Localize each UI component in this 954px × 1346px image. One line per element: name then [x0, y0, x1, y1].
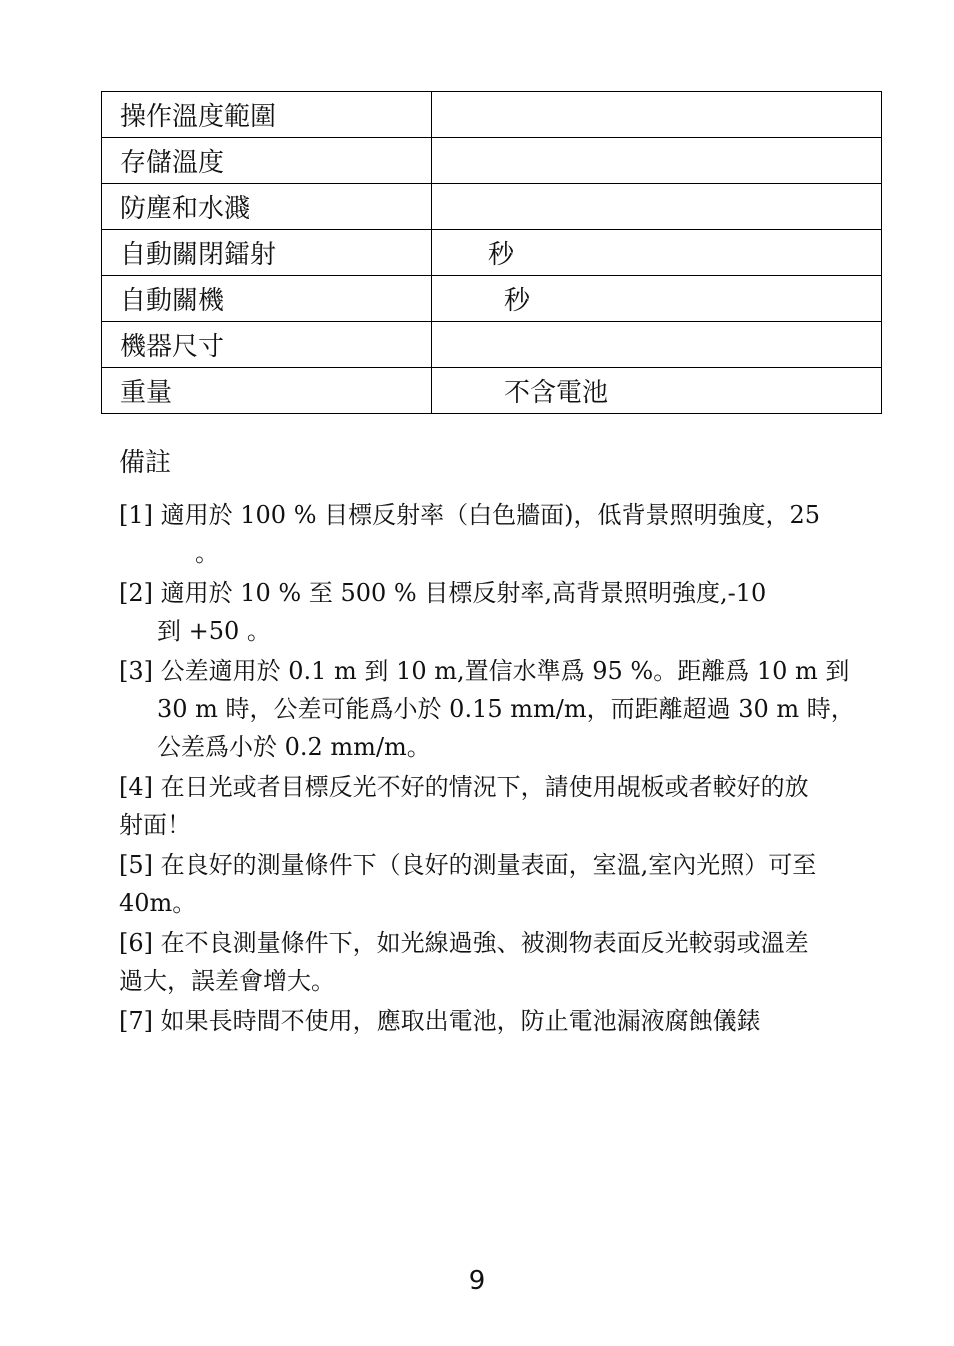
note-line: 30 m 時，公差可能爲小於 0.15 mm/m，而距離超過 30 m 時，	[157, 695, 855, 723]
note-line: 到 +50 。	[157, 617, 271, 645]
table-row	[102, 184, 882, 230]
note-7	[119, 1002, 871, 1040]
spec-value-laser-auto-off: 秒	[432, 230, 882, 276]
table-row	[102, 138, 882, 184]
note-6	[119, 924, 871, 1000]
note-line: [1] 適用於 100 % 目標反射率（白色牆面)，低背景照明強度，25	[119, 501, 821, 529]
spec-label-auto-power-off: 自動關機	[102, 276, 432, 322]
note-line: 射面！	[119, 811, 191, 839]
note-line: [3] 公差適用於 0.1 m 到 10 m,置信水準爲 95 %。距離爲 10 m 到	[119, 657, 850, 685]
table-row	[102, 276, 882, 322]
note-line: [2] 適用於 10 % 至 500 % 目標反射率,高背景照明強度,-10	[119, 579, 767, 607]
note-3	[119, 652, 871, 766]
table-row	[102, 92, 882, 138]
note-4	[119, 768, 871, 844]
spec-value-weight: 不含電池	[432, 368, 882, 414]
note-line: [5] 在良好的測量條件下（良好的測量表面，室溫,室內光照）可至	[119, 851, 817, 879]
table-row	[102, 368, 882, 414]
spec-value-dimensions	[432, 322, 882, 368]
spec-label-dimensions: 機器尺寸	[102, 322, 432, 368]
spec-value-dust-water	[432, 184, 882, 230]
note-line: 。	[195, 539, 219, 567]
page-number: 9	[468, 1266, 486, 1296]
remarks-notes	[119, 496, 871, 1042]
note-line: [7] 如果長時間不使用，應取出電池，防止電池漏液腐蝕儀錶	[119, 1007, 761, 1035]
note-line: 40m。	[119, 889, 197, 917]
note-1	[119, 496, 871, 572]
spec-label-weight: 重量	[102, 368, 432, 414]
remarks-heading: 備註	[119, 448, 172, 478]
spec-value-operating-temperature	[432, 92, 882, 138]
note-line: 公差爲小於 0.2 mm/m。	[157, 733, 431, 761]
note-line: [4] 在日光或者目標反光不好的情況下，請使用覘板或者較好的放	[119, 773, 809, 801]
note-5	[119, 846, 871, 922]
table-row	[102, 322, 882, 368]
note-2	[119, 574, 871, 650]
spec-label-dust-water: 防塵和水濺	[102, 184, 432, 230]
spec-table	[101, 91, 882, 414]
spec-label-laser-auto-off: 自動關閉鐳射	[102, 230, 432, 276]
spec-label-storage-temperature: 存儲溫度	[102, 138, 432, 184]
table-row	[102, 230, 882, 276]
note-line: [6] 在不良測量條件下，如光線過強、被測物表面反光較弱或溫差	[119, 929, 809, 957]
spec-value-storage-temperature	[432, 138, 882, 184]
spec-value-auto-power-off: 秒	[432, 276, 882, 322]
spec-label-operating-temperature: 操作溫度範圍	[102, 92, 432, 138]
note-line: 過大，誤差會增大。	[119, 967, 335, 995]
